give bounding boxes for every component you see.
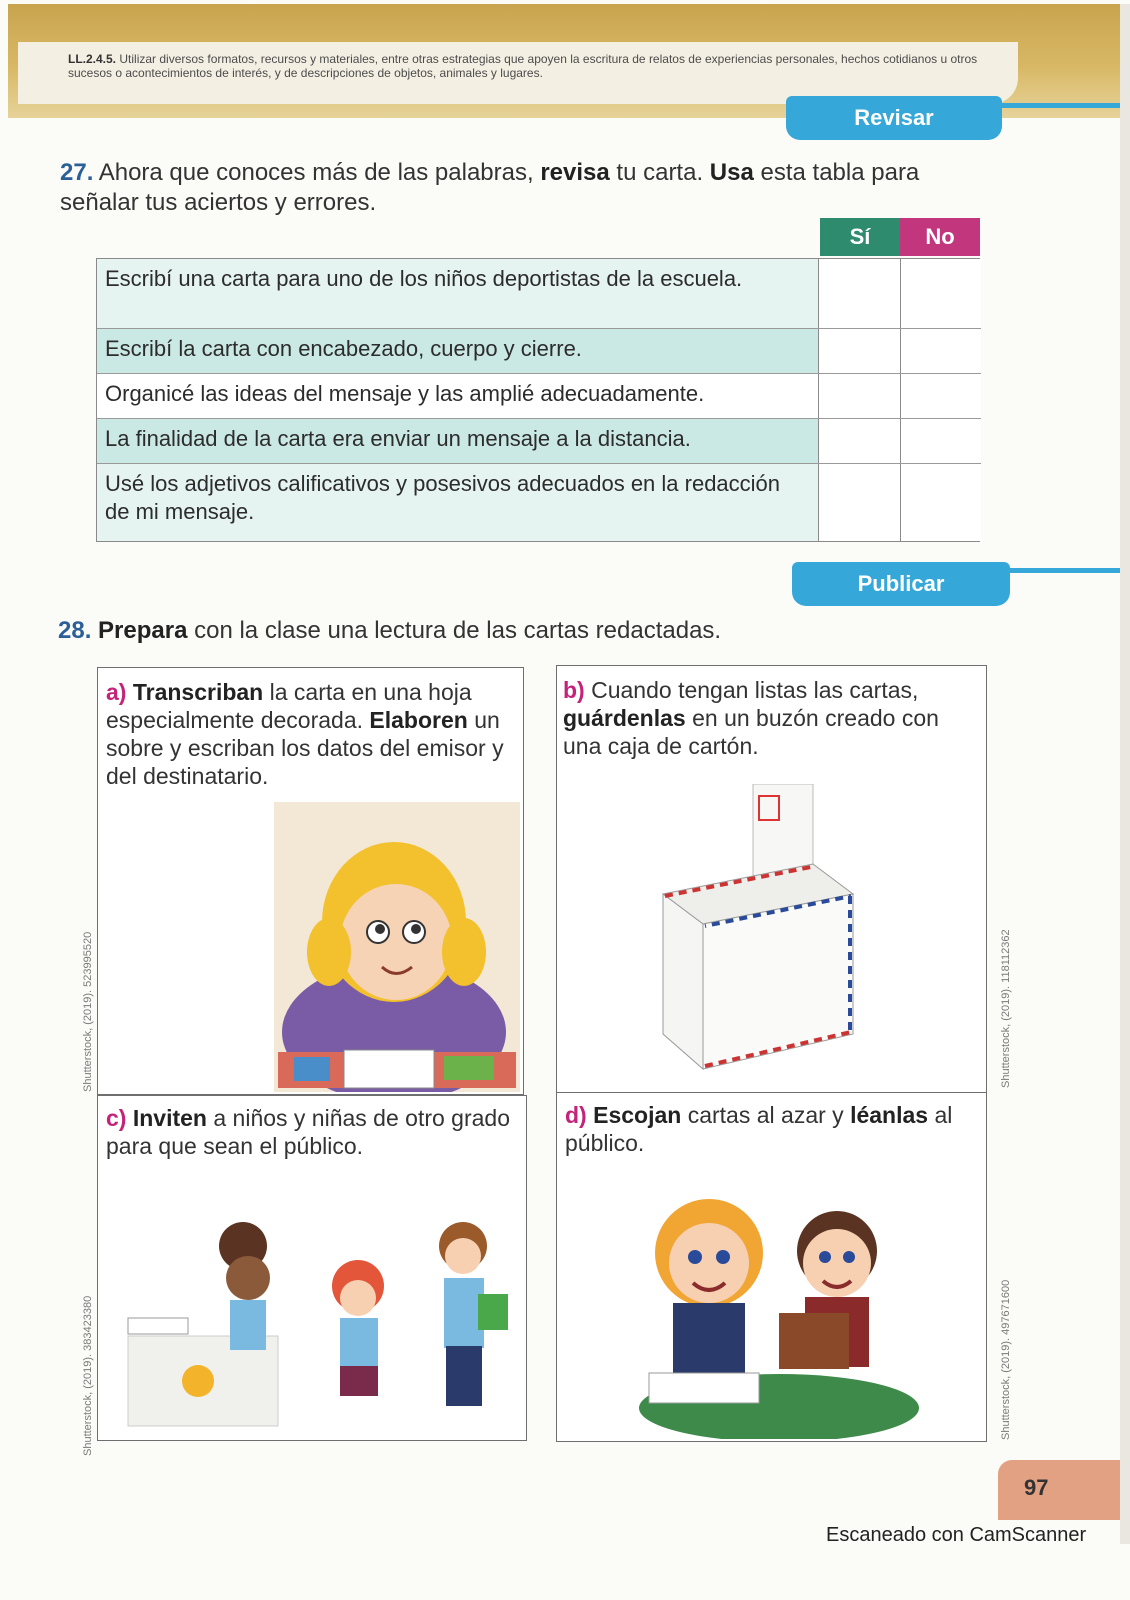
panel-label: d) — [565, 1102, 587, 1128]
no-checkbox-cell[interactable] — [901, 259, 981, 328]
panel-d-bold-2: léanlas — [850, 1102, 929, 1128]
credit-right-bottom: Shutterstock, (2019). 497671600 — [1000, 1279, 1012, 1440]
no-checkbox-cell[interactable] — [901, 464, 981, 541]
credit-left-top: Shutterstock, (2019). 523995520 — [82, 931, 94, 1092]
panel-a-bold-2: Elaboren — [369, 707, 468, 733]
panel-c-text-1: a niños y niñas de otro grado para que sean el público. — [106, 1105, 511, 1159]
q27-text-2: tu carta. — [616, 159, 704, 186]
panel-d-text — [565, 1101, 975, 1157]
panel-b — [556, 665, 987, 1093]
panel-label: b) — [563, 677, 585, 703]
panel-d-bold-1: Escojan — [593, 1102, 682, 1128]
q27-bold-1: revisa — [540, 159, 610, 186]
publicar-tab: Publicar — [792, 562, 1010, 606]
q28-text: con la clase una lectura de las cartas redactadas. — [194, 617, 722, 644]
si-checkbox-cell[interactable] — [819, 419, 901, 463]
panel-label: a) — [106, 679, 127, 705]
q27-bold-2: Usa — [709, 159, 754, 186]
table-row — [97, 419, 981, 464]
row-statement: Usé los adjetivos calificativos y posesivos adecuados en la redacción de mi mensaje. — [97, 464, 819, 541]
si-checkbox-cell[interactable] — [819, 464, 901, 541]
row-statement: La finalidad de la carta era enviar un mensaje a la distancia. — [97, 419, 819, 463]
curriculum-objective — [68, 52, 1018, 80]
panel-c-text — [106, 1104, 520, 1160]
panel-d-text-2: al público. — [565, 1102, 953, 1156]
table-row — [97, 329, 981, 374]
panel-a-text-2: un sobre y escriban los datos del emisor y del destinatario. — [106, 707, 504, 789]
self-check-table — [96, 218, 980, 542]
objective-text: Utilizar diversos formatos, recursos y materiales, entre otras estrategias que apoyen la escritura de relatos de experiencias personales, hechos cotidianos u otros sucesos o acontecimientos de interés, y de descripciones de objetos, animales y lugares. — [68, 52, 978, 80]
question-28 — [58, 616, 958, 646]
header-no: No — [900, 218, 980, 256]
scanner-watermark: Escaneado con CamScanner — [826, 1524, 1087, 1546]
panel-b-text — [563, 676, 973, 760]
table-row — [97, 464, 981, 541]
panel-b-text-2: en un buzón creado con una caja de cartón. — [563, 705, 939, 759]
si-checkbox-cell[interactable] — [819, 329, 901, 373]
no-checkbox-cell[interactable] — [901, 374, 981, 418]
q27-text-3: esta tabla para señalar tus aciertos y errores. — [60, 159, 920, 216]
no-checkbox-cell[interactable] — [901, 329, 981, 373]
question-number: 28. — [58, 617, 92, 644]
panel-c-bold-1: Inviten — [132, 1105, 207, 1131]
objective-code: LL.2.4.5. — [68, 52, 117, 66]
panel-d — [556, 1092, 987, 1442]
page-number: 97 — [998, 1460, 1120, 1520]
girl-writing-illustration — [274, 802, 520, 1092]
children-reading-illustration — [629, 1193, 929, 1439]
table-body — [96, 258, 980, 542]
panel-label: c) — [106, 1105, 127, 1131]
panel-a-bold-1: Transcriban — [132, 679, 264, 705]
si-checkbox-cell[interactable] — [819, 374, 901, 418]
table-row — [97, 374, 981, 419]
credit-left-bottom: Shutterstock, (2019). 383423380 — [82, 1295, 94, 1456]
revisar-tab: Revisar — [786, 96, 1002, 140]
row-statement: Escribí la carta con encabezado, cuerpo y cierre. — [97, 329, 819, 373]
panel-a-text — [106, 678, 511, 790]
mailbox-illustration — [653, 784, 863, 1084]
question-27 — [60, 158, 980, 218]
row-statement: Organicé las ideas del mensaje y las amplié adecuadamente. — [97, 374, 819, 418]
header-si: Sí — [820, 218, 900, 256]
children-painting-illustration — [108, 1206, 518, 1436]
no-checkbox-cell[interactable] — [901, 419, 981, 463]
panel-a — [97, 667, 524, 1095]
table-row — [97, 259, 981, 329]
question-number: 27. — [60, 159, 94, 186]
si-checkbox-cell[interactable] — [819, 259, 901, 328]
panel-c — [97, 1095, 527, 1441]
page-edge — [1120, 4, 1130, 1544]
panel-d-text-1: cartas al azar y — [687, 1102, 844, 1128]
row-statement: Escribí una carta para uno de los niños deportistas de la escuela. — [97, 259, 819, 328]
panel-b-text-1: Cuando tengan listas las cartas, — [591, 677, 919, 703]
q28-bold: Prepara — [98, 617, 188, 644]
curriculum-box — [18, 42, 1018, 104]
panel-b-bold-1: guárdenlas — [563, 705, 686, 731]
publicar-tab-line — [1000, 568, 1120, 573]
q27-text-1: Ahora que conoces más de las palabras, — [98, 159, 534, 186]
credit-right-top: Shutterstock, (2019). 118112362 — [1000, 929, 1012, 1088]
panel-a-text-1: la carta en una hoja especialmente decorada. — [106, 679, 472, 733]
